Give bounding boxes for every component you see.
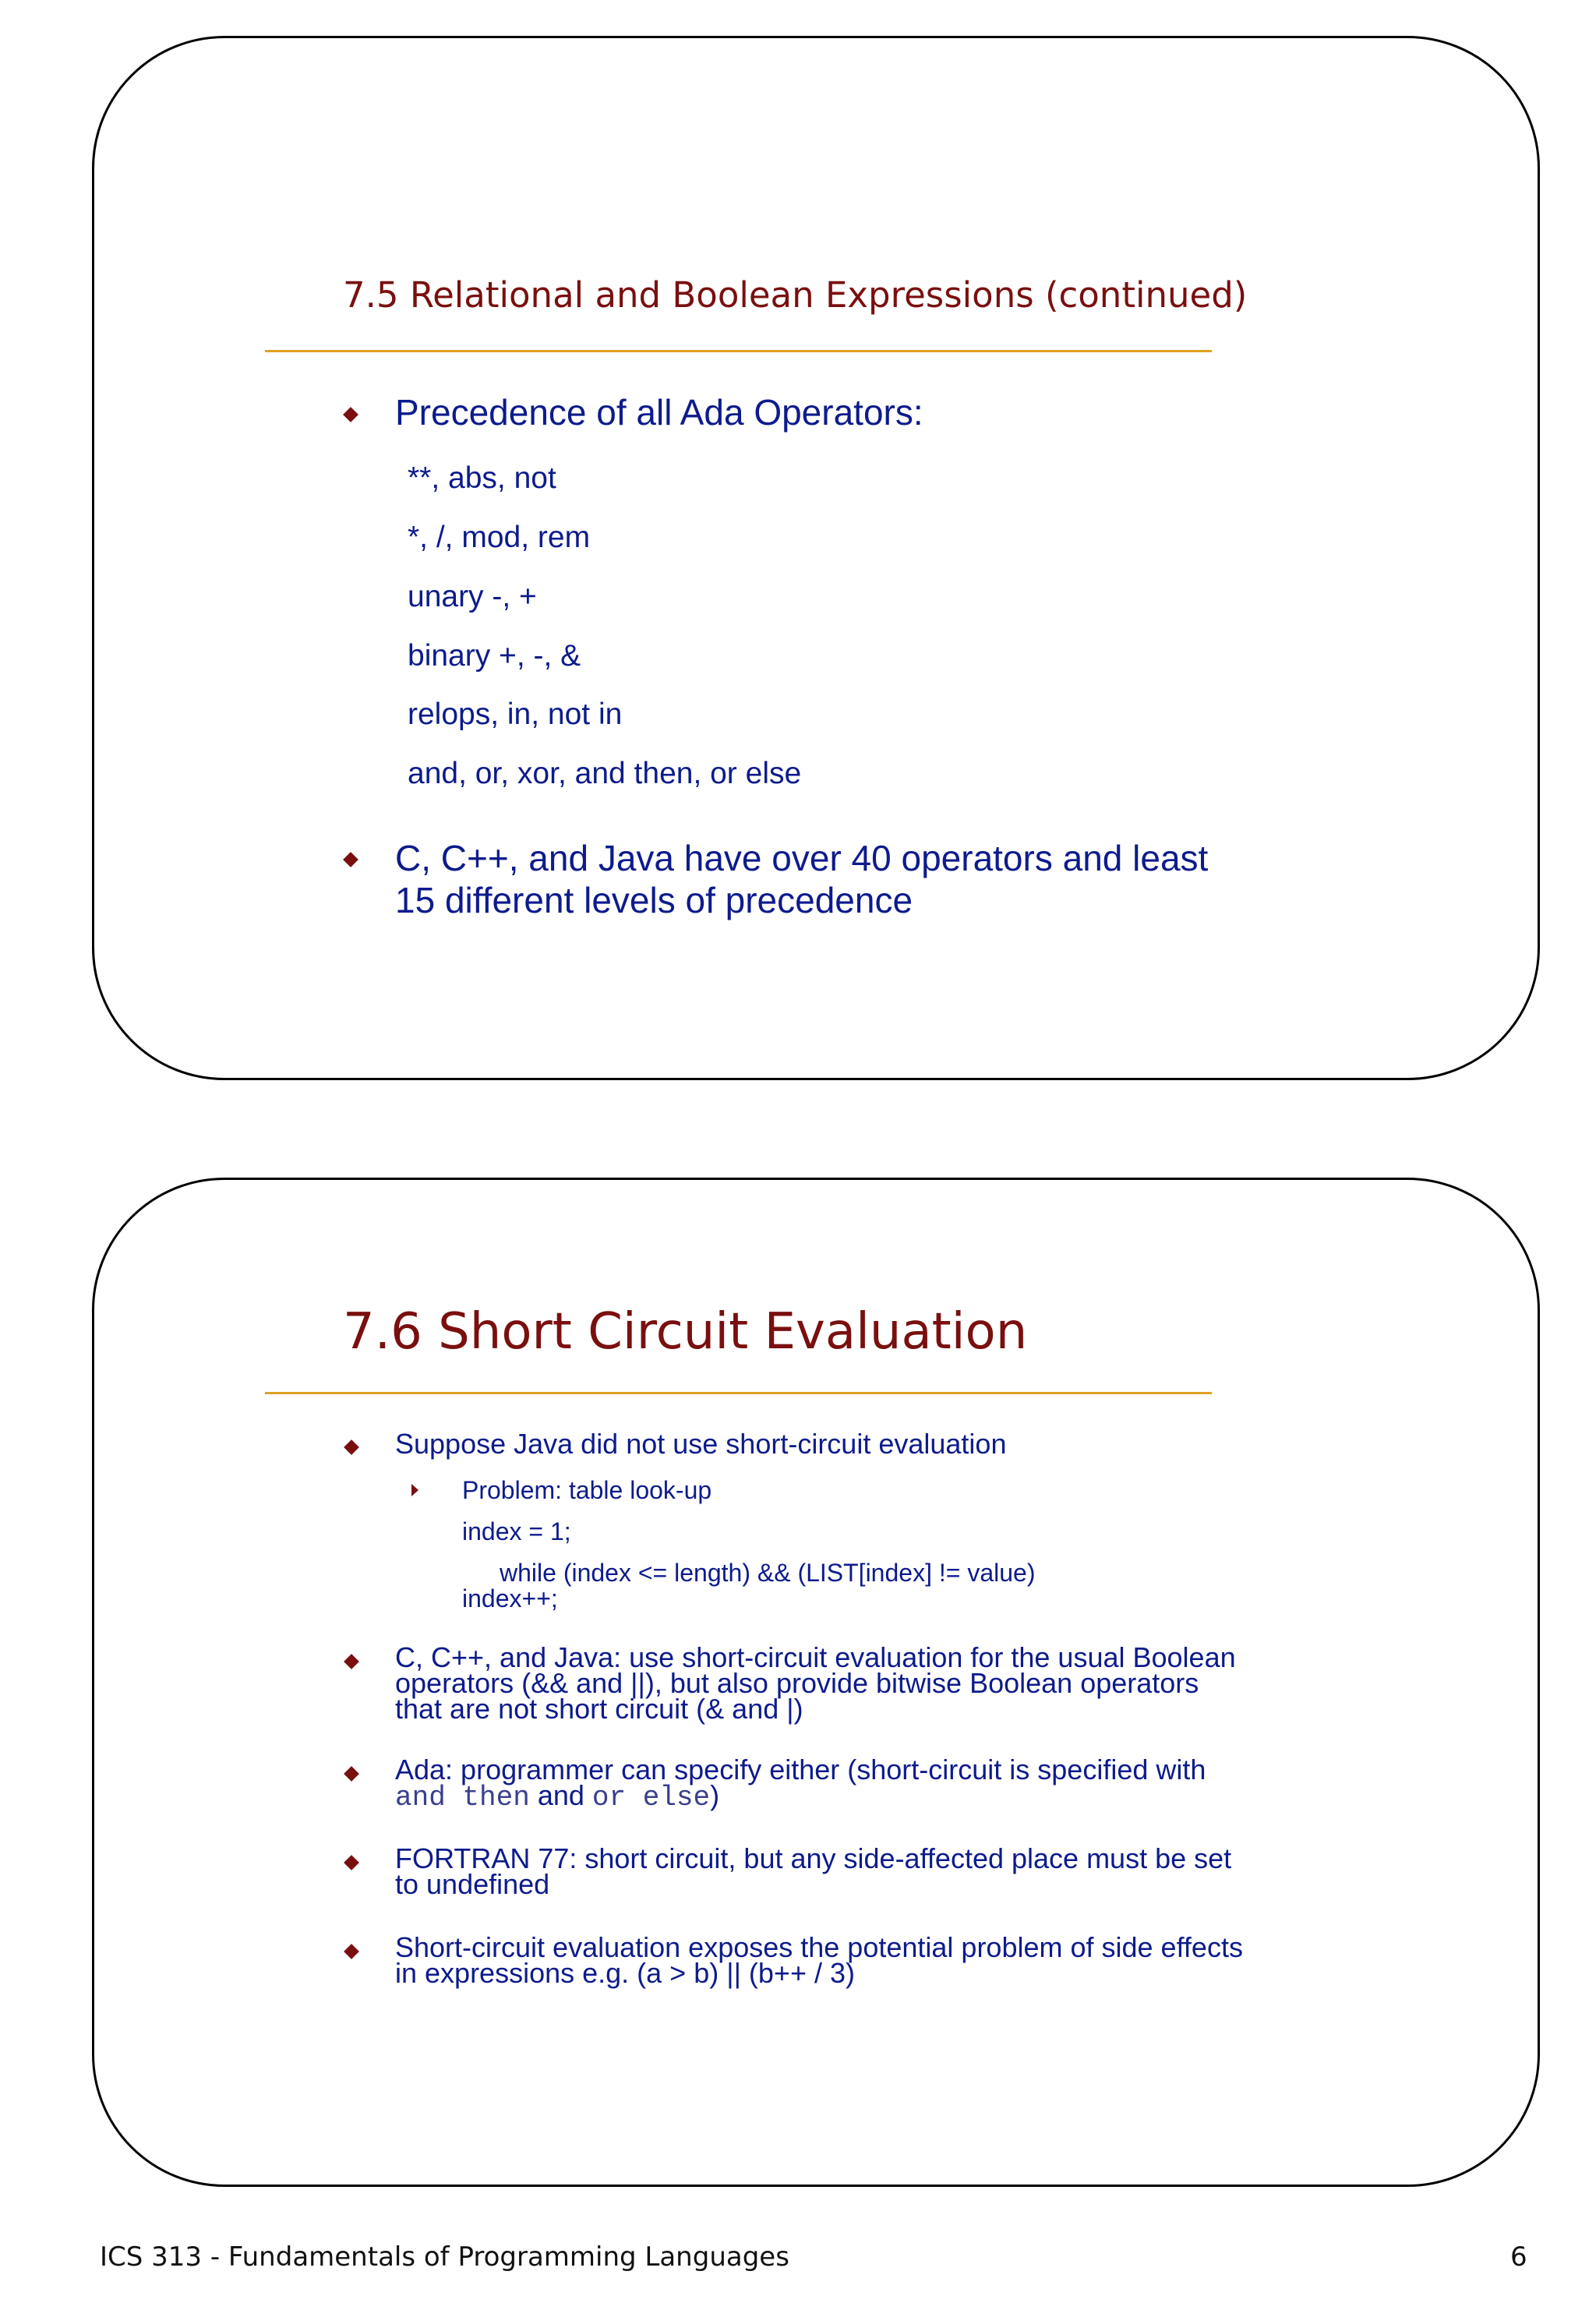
slide1-bullet-1: Precedence of all Ada Operators: <box>395 392 923 433</box>
code-line-1: index = 1; <box>462 1517 571 1545</box>
slide2-title-rule <box>265 1392 1212 1394</box>
slide2-bullet-3-line-2 <box>395 1779 720 1814</box>
closing-paren: ) <box>710 1779 720 1811</box>
operator-level-3: unary -, + <box>408 580 537 613</box>
slide2-bullet-5-line-1: Short-circuit evaluation exposes the potential problem of side effects <box>395 1931 1243 1963</box>
code-or-else: or else <box>591 1782 711 1814</box>
slide1-title: 7.5 Relational and Boolean Expressions (continued) <box>343 274 1248 316</box>
slide2-bullet-4-line-2: to undefined <box>395 1868 550 1900</box>
sub-bullet-arrow-icon <box>411 1484 418 1496</box>
slide2-bullet-4-line-1: FORTRAN 77: short circuit, but any side-affected place must be set <box>395 1842 1232 1874</box>
slide2-title: 7.6 Short Circuit Evaluation <box>343 1303 1028 1361</box>
slide2-bullet-5-line-2: in expressions e.g. (a > b) || (b++ / 3) <box>395 1957 855 1989</box>
slide2-bullet-2-line-1: C, C++, and Java: use short-circuit evaluation for the usual Boolean <box>395 1641 1236 1673</box>
operator-level-6: and, or, xor, and then, or else <box>408 757 802 790</box>
slide1-bullet-2-line-2: 15 different levels of precedence <box>395 880 913 920</box>
slide2-bullet-2-line-3: that are not short circuit (& and |) <box>395 1693 803 1725</box>
slide2-bullet-1: Suppose Java did not use short-circuit evaluation <box>395 1428 1007 1460</box>
operator-level-2: *, /, mod, rem <box>408 521 591 554</box>
code-line-2: while (index <= length) && (LIST[index] != value) <box>500 1559 1036 1587</box>
operator-level-1: **, abs, not <box>408 461 556 495</box>
and-word: and <box>529 1779 592 1811</box>
operator-level-4: binary +, -, & <box>408 639 581 673</box>
slide2-subbullet: Problem: table look-up <box>462 1476 712 1504</box>
slide1-bullet-2-line-1: C, C++, and Java have over 40 operators and least <box>395 838 1209 878</box>
footer-course-title: ICS 313 - Fundamentals of Programming Languages <box>100 2241 789 2273</box>
operator-level-5: relops, in, not in <box>408 698 623 731</box>
slide2-bullet-2-line-2: operators (&& and ||), but also provide bitwise Boolean operators <box>395 1667 1199 1699</box>
slide1-title-rule <box>265 350 1212 352</box>
footer-page-number: 6 <box>1510 2241 1527 2273</box>
slide2-bullet-3-line-1: Ada: programmer can specify either (short-circuit is specified with <box>395 1754 1206 1785</box>
code-and-then: and then <box>395 1782 530 1814</box>
slide-frame-top <box>92 36 1540 1080</box>
code-line-3: index++; <box>462 1584 558 1612</box>
